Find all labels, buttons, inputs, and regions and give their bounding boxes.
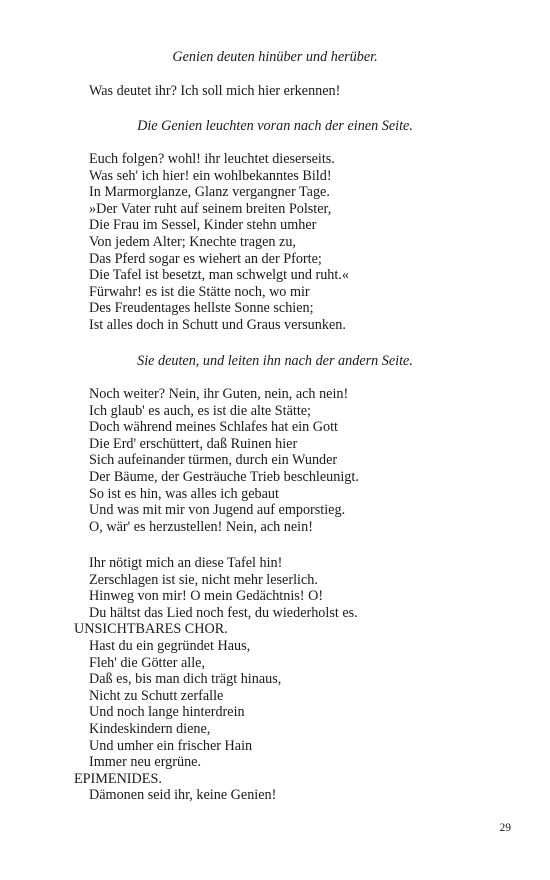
verse-line: Daß es, bis man dich trägt hinaus, xyxy=(89,671,282,688)
verse-line: Ich glaub' es auch, es ist die alte Stätte; xyxy=(89,402,311,419)
verse-line: Doch während meines Schlafes hat ein Gott xyxy=(89,419,338,436)
stage-direction: Sie deuten, und leiten ihn nach der andern Seite. xyxy=(137,353,413,369)
verse-line: Ist alles doch in Schutt und Graus versunken. xyxy=(89,316,346,333)
stage-direction: Die Genien leuchten voran nach der einen Seite. xyxy=(137,118,413,134)
page-number: 29 xyxy=(499,822,511,834)
verse-line: Und umher ein frischer Hain xyxy=(89,737,253,754)
verse-block xyxy=(89,151,349,334)
verse-line: Die Tafel ist besetzt, man schwelgt und ruht.« xyxy=(89,267,349,284)
stage-direction: Genien deuten hinüber und herüber. xyxy=(172,49,378,65)
verse-block xyxy=(89,83,340,100)
verse-line: Was deutet ihr? Ich soll mich hier erkennen! xyxy=(89,83,341,99)
verse-line: Noch weiter? Nein, ihr Guten, nein, ach nein! xyxy=(89,386,349,402)
verse-line: Immer neu ergrüne. xyxy=(89,754,202,771)
verse-line: Die Frau im Sessel, Kinder stehn umher xyxy=(89,217,317,234)
verse-line: Dämonen seid ihr, keine Genien! xyxy=(89,787,277,804)
verse-line: Zerschlagen ist sie, nicht mehr leserlich. xyxy=(89,571,318,588)
verse-line: Hast du ein gegründet Haus, xyxy=(89,637,251,654)
speaker-name: EPIMENIDES. xyxy=(74,770,162,787)
verse-line: Kindeskindern diene, xyxy=(89,720,211,737)
verse-line: Fleh' die Götter alle, xyxy=(89,654,206,671)
verse-line: Und noch lange hinterdrein xyxy=(89,704,245,721)
verse-block xyxy=(89,386,359,535)
verse-line: Nicht zu Schutt zerfalle xyxy=(89,687,224,704)
verse-line: Die Erd' erschüttert, daß Ruinen hier xyxy=(89,435,298,452)
speaker-name: UNSICHTBARES CHOR. xyxy=(74,621,228,638)
verse-line: Und was mit mir von Jugend auf emporstieg. xyxy=(89,502,346,519)
verse-line: Hinweg von mir! O mein Gedächtnis! O! xyxy=(89,588,324,605)
verse-line: »Der Vater ruht auf seinem breiten Polster, xyxy=(89,200,332,217)
verse-block xyxy=(74,555,358,804)
verse-line: Sich aufeinander türmen, durch ein Wunder xyxy=(89,452,338,469)
verse-line: Der Bäume, der Gesträuche Trieb beschleunigt. xyxy=(89,468,359,485)
verse-line: In Marmorglanze, Glanz vergangner Tage. xyxy=(89,184,330,201)
verse-line: So ist es hin, was alles ich gebaut xyxy=(89,485,279,502)
verse-line: Was seh' ich hier! ein wohlbekanntes Bild! xyxy=(89,167,332,184)
verse-line: Euch folgen? wohl! ihr leuchtet dieserseits. xyxy=(89,151,335,167)
verse-line: Ihr nötigt mich an diese Tafel hin! xyxy=(89,555,283,571)
verse-line: Fürwahr! es ist die Stätte noch, wo mir xyxy=(89,283,310,300)
verse-line: Das Pferd sogar es wiehert an der Pforte; xyxy=(89,250,322,267)
verse-line: Des Freudentages hellste Sonne schien; xyxy=(89,300,314,317)
verse-line: Von jedem Alter; Knechte tragen zu, xyxy=(89,233,296,250)
verse-line: Du hältst das Lied noch fest, du wiederholst es. xyxy=(89,604,358,621)
verse-line: O, wär' es herzustellen! Nein, ach nein! xyxy=(89,518,313,535)
